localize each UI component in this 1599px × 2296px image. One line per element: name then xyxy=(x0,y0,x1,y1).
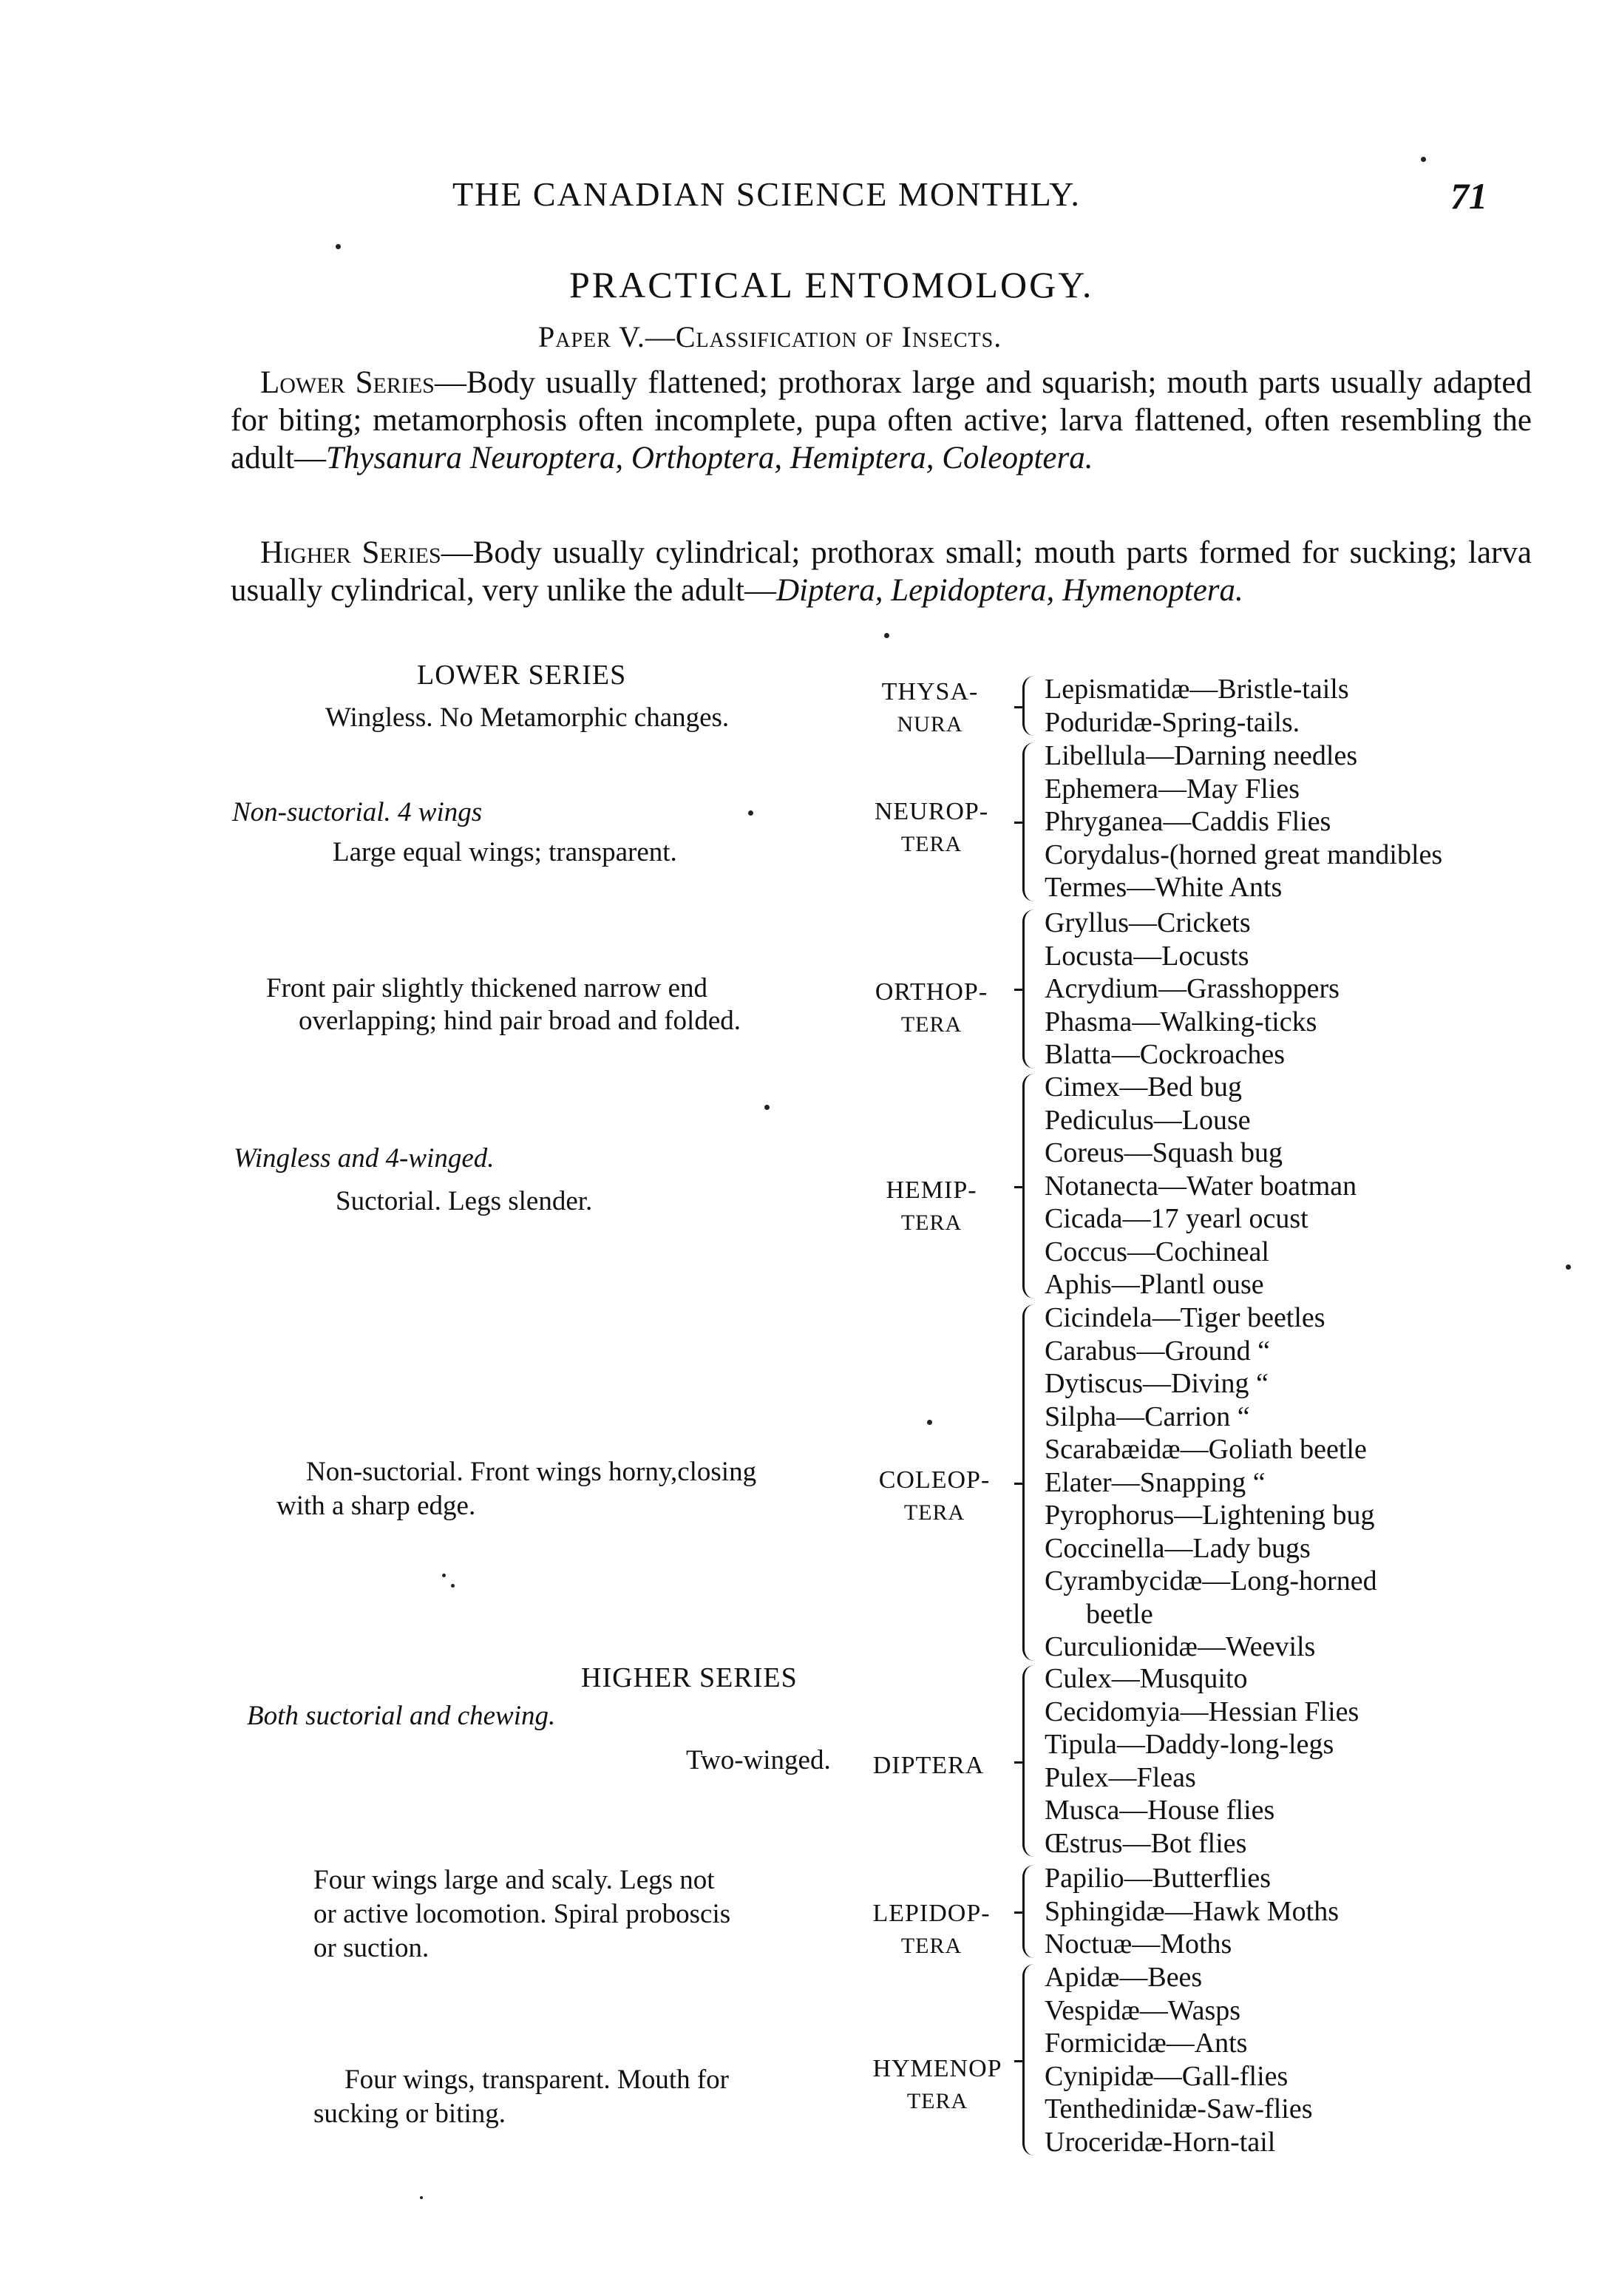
print-speck xyxy=(1566,1264,1571,1270)
coleoptera-family-list xyxy=(1031,1301,1377,1664)
neuroptera-family-list xyxy=(1031,739,1442,904)
order-name-part: HYMENOP xyxy=(872,2055,1002,2082)
print-speck xyxy=(1421,157,1426,162)
family-item: Cimex—Bed bug xyxy=(1045,1071,1243,1103)
running-header: THE CANADIAN SCIENCE MONTHLY. xyxy=(452,175,1081,213)
lower-series-heading: LOWER SERIES xyxy=(417,660,627,691)
article-subtitle: Paper V.—Classification of Insects. xyxy=(538,320,1002,353)
family-item: Papilio—Butterflies xyxy=(1045,1863,1272,1894)
lepidoptera-family-list xyxy=(1031,1862,1339,1961)
order-name-part: TERA xyxy=(900,1012,963,1037)
order-name-part: DIPTERA xyxy=(872,1752,985,1779)
print-speck xyxy=(336,244,341,249)
order-neuroptera xyxy=(858,796,1005,861)
family-item: Blatta—Cockroaches xyxy=(1045,1039,1286,1070)
neuroptera-group-label: Non-suctorial. 4 wings xyxy=(232,797,483,827)
order-name-part: COLEOP- xyxy=(878,1466,991,1494)
family-item: Pediculus—Louse xyxy=(1045,1104,1251,1136)
print-speck xyxy=(442,1574,446,1577)
family-item: Gryllus—Crickets xyxy=(1045,907,1251,938)
family-item: Pulex—Fleas xyxy=(1045,1761,1196,1793)
orthoptera-description-line1: Front pair slightly thickened narrow end xyxy=(266,973,708,1003)
page-number: 71 xyxy=(1450,175,1487,217)
higher-series-label: Higher Series xyxy=(260,535,441,570)
family-item: Sphingidæ—Hawk Moths xyxy=(1045,1895,1339,1927)
family-item: Apidæ—Bees xyxy=(1045,1962,1203,1993)
order-hemiptera xyxy=(858,1174,1005,1239)
print-speck xyxy=(420,2196,423,2199)
hemiptera-description: Suctorial. Legs slender. xyxy=(336,1186,593,1216)
lower-series-text: —Body usually flattened; prothorax large and squarish; mouth parts usually adapted for biting; metamorphosis often incomplete, pupa often active; larva flattened, often resembling the adult— xyxy=(231,365,1532,475)
brace xyxy=(1022,1665,1038,1857)
higher-series-text: —Body usually cylindrical; prothorax small; mouth parts formed for sucking; larva usually cylindrical, very unlike the adult— xyxy=(231,535,1532,608)
order-name-part: HEMIP- xyxy=(886,1176,977,1204)
orthoptera-family-list xyxy=(1031,907,1340,1071)
family-item: Aphis—Plantl ouse xyxy=(1045,1269,1264,1300)
order-name-part: TERA xyxy=(900,1934,963,1958)
family-item: Noctuæ—Moths xyxy=(1045,1928,1232,1960)
brace xyxy=(1022,742,1038,901)
family-item: Phasma—Walking-ticks xyxy=(1045,1006,1317,1037)
family-item: Elater—Snapping “ xyxy=(1045,1466,1266,1498)
brace xyxy=(1022,1074,1038,1298)
family-item: Ephemera—May Flies xyxy=(1045,773,1300,805)
higher-series-heading: HIGHER SERIES xyxy=(581,1662,798,1693)
family-item: Vespidæ—Wasps xyxy=(1045,1994,1241,2026)
hemiptera-group-label: Wingless and 4-winged. xyxy=(234,1143,495,1174)
coleoptera-description-line1: Non-suctorial. Front wings horny,closing xyxy=(306,1457,757,1487)
order-name-part: NURA xyxy=(897,712,963,736)
family-item: Poduridæ-Spring-tails. xyxy=(1045,706,1300,738)
diptera-description: Two-winged. xyxy=(686,1745,831,1775)
print-speck xyxy=(451,1584,455,1588)
family-item: Tenthedinidæ-Saw-flies xyxy=(1045,2093,1313,2124)
family-item: Silpha—Carrion “ xyxy=(1045,1401,1250,1432)
family-item: Pyrophorus—Lightening bug xyxy=(1045,1500,1375,1531)
lepidoptera-description-line2: or active locomotion. Spiral proboscis xyxy=(313,1899,731,1929)
hemiptera-family-list xyxy=(1031,1071,1357,1301)
family-item: Formicidæ—Ants xyxy=(1045,2028,1248,2059)
print-speck xyxy=(927,1420,932,1425)
order-lepidoptera xyxy=(858,1897,1005,1963)
family-item-continuation: beetle xyxy=(1086,1598,1153,1630)
order-name-part: THYSA- xyxy=(881,678,979,705)
higher-series-orders: Diptera, Lepidoptera, Hymenoptera. xyxy=(775,573,1243,608)
family-item: Curculionidæ—Weevils xyxy=(1045,1631,1316,1662)
higher-series-paragraph xyxy=(231,534,1532,609)
order-name-part: TERA xyxy=(900,832,963,856)
order-name-part: TERA xyxy=(900,1210,963,1235)
family-item: Lepismatidæ—Bristle-tails xyxy=(1045,674,1349,705)
print-speck xyxy=(748,810,753,816)
lower-series-label: Lower Series xyxy=(260,365,435,400)
family-item: Phryganea—Caddis Flies xyxy=(1045,806,1331,837)
family-item: Cicada—17 yearl ocust xyxy=(1045,1203,1308,1234)
family-item: Corydalus-(horned great mandibles xyxy=(1045,839,1443,870)
family-item: Dytiscus—Diving “ xyxy=(1045,1368,1269,1399)
family-item: Carabus—Ground “ xyxy=(1045,1335,1270,1367)
family-item: Termes—White Ants xyxy=(1045,872,1283,903)
family-item: Coreus—Squash bug xyxy=(1045,1137,1283,1168)
family-item: Cyrambycidæ—Long-horned xyxy=(1045,1565,1377,1596)
family-item: Cecidomyia—Hessian Flies xyxy=(1045,1696,1359,1727)
lepidoptera-description-line1: Four wings large and scaly. Legs not xyxy=(313,1865,715,1895)
orthoptera-description-line2: overlapping; hind pair broad and folded. xyxy=(299,1006,741,1036)
order-name-part: LEPIDOP- xyxy=(872,1900,991,1927)
hymenoptera-description-line1: Four wings, transparent. Mouth for xyxy=(344,2065,729,2095)
higher-series-group-label: Both suctorial and chewing. xyxy=(247,1701,556,1731)
order-diptera xyxy=(855,1750,1002,1782)
order-coleoptera xyxy=(860,1464,1008,1529)
family-item: Uroceridæ-Horn-tail xyxy=(1045,2126,1276,2158)
hymenoptera-description-line2: sucking or biting. xyxy=(313,2099,506,2129)
print-speck xyxy=(884,633,889,638)
brace xyxy=(1022,676,1038,736)
brace xyxy=(1022,1304,1038,1661)
brace xyxy=(1022,1865,1038,1958)
family-item: Notanecta—Water boatman xyxy=(1045,1170,1357,1202)
order-orthoptera xyxy=(858,976,1005,1041)
family-item: Cicindela—Tiger beetles xyxy=(1045,1302,1325,1333)
coleoptera-description-line2: with a sharp edge. xyxy=(276,1491,476,1521)
family-item: Coccus—Cochineal xyxy=(1045,1236,1269,1267)
family-item: Cynipidæ—Gall-flies xyxy=(1045,2060,1289,2092)
brace xyxy=(1022,1964,1038,2156)
diptera-family-list xyxy=(1031,1662,1359,1860)
family-item: Acrydium—Grasshoppers xyxy=(1045,973,1340,1004)
order-name-part: TERA xyxy=(903,1500,965,1525)
family-item: Coccinella—Lady bugs xyxy=(1045,1532,1311,1564)
family-item: Musca—House flies xyxy=(1045,1795,1275,1826)
lepidoptera-description-line3: or suction. xyxy=(313,1933,430,1963)
order-name-part: ORTHOP- xyxy=(875,978,988,1006)
hymenoptera-family-list xyxy=(1031,1961,1312,2158)
print-speck xyxy=(764,1105,770,1110)
brace xyxy=(1022,910,1038,1069)
order-name-part: NEUROP- xyxy=(874,798,989,825)
lower-series-orders: Thysanura Neuroptera, Orthoptera, Hemiptera, Coleoptera. xyxy=(325,441,1093,475)
order-thysanura xyxy=(856,676,1004,741)
thysanura-family-list xyxy=(1031,673,1349,739)
thysanura-description: Wingless. No Metamorphic changes. xyxy=(325,702,730,733)
order-name-part: TERA xyxy=(906,2089,968,2113)
lower-series-paragraph xyxy=(231,364,1532,477)
article-title: PRACTICAL ENTOMOLOGY. xyxy=(569,264,1094,305)
family-item: Locusta—Locusts xyxy=(1045,940,1249,972)
neuroptera-description: Large equal wings; transparent. xyxy=(333,837,677,867)
family-item: Œstrus—Bot flies xyxy=(1045,1827,1247,1859)
family-item: Libellula—Darning needles xyxy=(1045,740,1358,771)
family-item: Scarabæidæ—Goliath beetle xyxy=(1045,1434,1367,1465)
family-item: Tipula—Daddy-long-legs xyxy=(1045,1729,1334,1760)
family-item: Culex—Musquito xyxy=(1045,1663,1248,1694)
order-hymenoptera xyxy=(863,2053,1011,2118)
